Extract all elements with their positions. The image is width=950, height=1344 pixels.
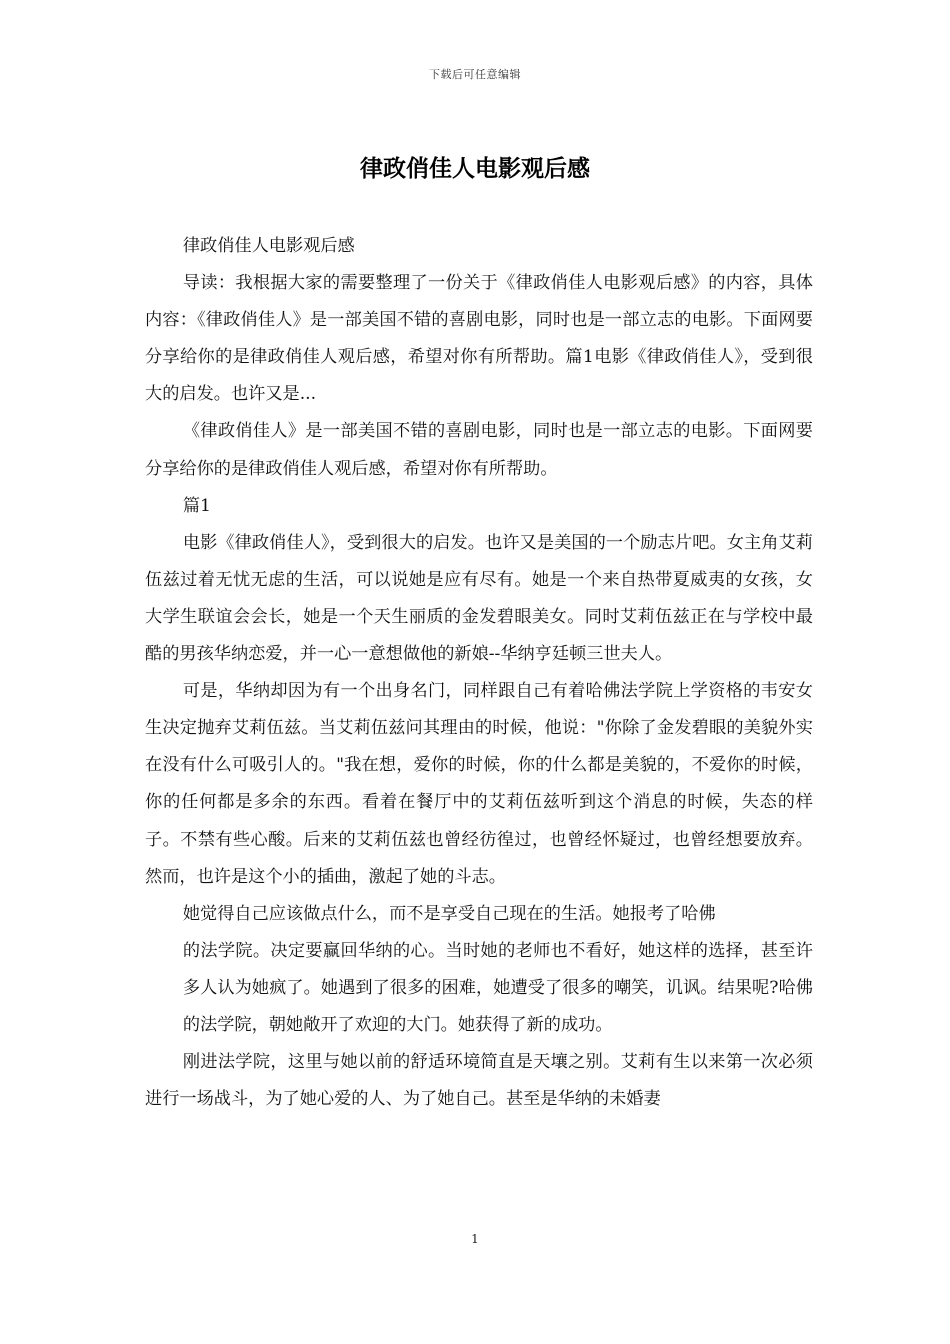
paragraph-body: 她觉得自己应该做点什么，而不是享受自己现在的生活。她报考了哈佛 — [182, 903, 716, 924]
paragraph-intro: 导读：我根据大家的需要整理了一份关于《律政俏佳人电影观后感》的内容，具体内容：《律政俏佳人》是一部美国不错的喜剧电影，同时也是一部立志的电影。下面网要分享给你的是律政俏佳人观后感，希望对你有所帮助。篇1电影《律政俏佳人》，受到很大的启发。也许又是... — [145, 273, 813, 405]
paragraph-body: 刚进法学院，这里与她以前的舒适环境简直是天壤之别。艾莉有生以来第一次必须进行一场战斗，为了她心爱的人、为了她自己。甚至是华纳的未婚妻 — [145, 1052, 813, 1110]
paragraph-summary: 《律政俏佳人》是一部美国不错的喜剧电影，同时也是一部立志的电影。下面网要分享给你的是律政俏佳人观后感，希望对你有所帮助。 — [145, 421, 813, 479]
document-title: 律政俏佳人电影观后感 — [360, 155, 590, 182]
paragraph-body: 的法学院。决定要赢回华纳的心。当时她的老师也不看好，她这样的选择，甚至许多人认为她疯了。她遇到了很多的困难，她遭受了很多的嘲笑，讥讽。结果呢?哈佛的法学院，朝她敞开了欢迎的大门。她获得了新的成功。 — [182, 940, 813, 1035]
paragraph-subtitle: 律政俏佳人电影观后感 — [182, 236, 355, 256]
header-note: 下载后可任意编辑 — [429, 68, 521, 81]
paragraph-section-label: 篇1 — [182, 495, 211, 516]
document-body — [145, 228, 813, 1118]
paragraph-body: 可是，华纳却因为有一个出身名门，同样跟自己有着哈佛法学院上学资格的韦安女生决定抛弃艾莉伍兹。当艾莉伍兹问其理由的时候，他说："你除了金发碧眼的美貌外实在没有什么可吸引人的。"我在想，爱你的时候，你的什么都是美貌的，不爱你的时候，你的任何都是多余的东西。看着在餐厅中的艾莉伍兹听到这个消息的时候，失态的样子。不禁有些心酸。后来的艾莉伍兹也曾经彷徨过，也曾经怀疑过，也曾经想要放弃。然而，也许是这个小的插曲，激起了她的斗志。 — [145, 681, 813, 887]
paragraph-body: 电影《律政俏佳人》，受到很大的启发。也许又是美国的一个励志片吧。女主角艾莉伍兹过着无忧无虑的生活，可以说她是应有尽有。她是一个来自热带夏威夷的女孩，女大学生联谊会会长，她是一个天生丽质的金发碧眼美女。同时艾莉伍兹正在与学校中最酷的男孩华纳恋爱，并一心一意想做他的新娘--华纳亨廷顿三世夫人。 — [145, 532, 813, 665]
page-number: 1 — [471, 1232, 479, 1246]
